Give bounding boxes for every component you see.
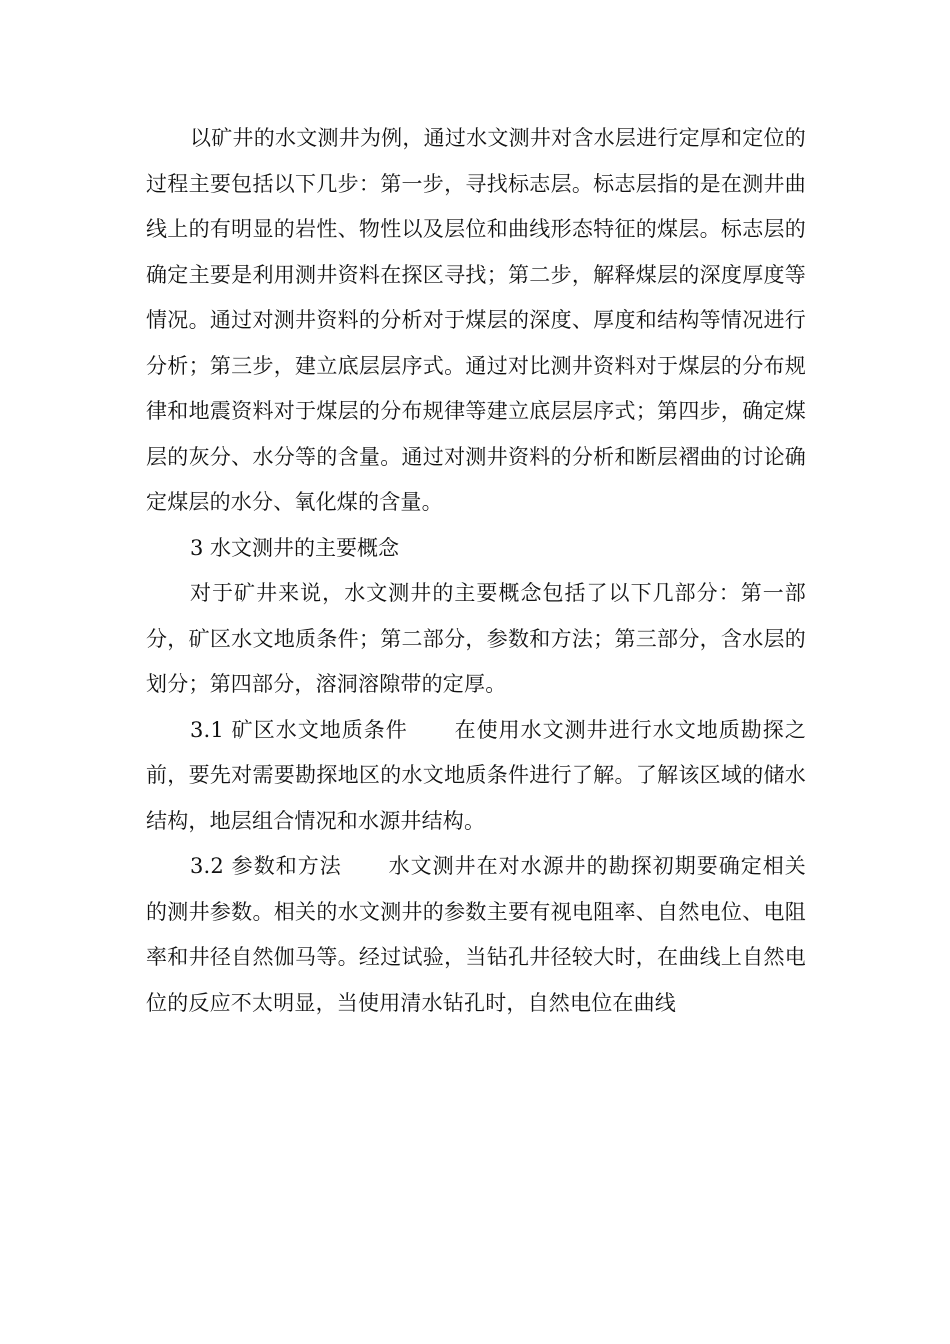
paragraph-well-logging-steps: 以矿井的水文测井为例，通过水文测井对含水层进行定厚和定位的过程主要包括以下几步：第一步，寻找标志层。标志层指的是在测井曲线上的有明显的岩性、物性以及层位和曲线形态特征的煤层。标志层的确定主要是利用测井资料在探区寻找；第二步，解释煤层的深度厚度等情况。通过对测井资料的分析对于煤层的深度、厚度和结构等情况进行分析；第三步，建立底层层序式。通过对比测井资料对于煤层的分布规律和地震资料对于煤层的分布规律等建立底层层序式；第四步，确定煤层的灰分、水分等的含量。通过对测井资料的分析和断层褶曲的讨论确定煤层的水分、氧化煤的含量。 [146,126,806,514]
section-3-2-title: 3.2 参数和方法 [190,854,342,878]
section-3-1-body: 在使用水文测井进行水文地质勘探之前，要先对需要勘探地区的水文地质条件进行了解。了解该区域的储水结构，地层组合情况和水源井结构。 [146,717,806,833]
section-3-2 [146,844,806,1026]
section-3-1-title: 3.1 矿区水文地质条件 [190,717,408,742]
section-3-1 [146,708,806,845]
section-3-2-body: 水文测井在对水源井的勘探初期要确定相关的测井参数。相关的水文测井的参数主要有视电阻率、自然电位、电阻率和井径自然伽马等。经过试验，当钻孔井径较大时，在曲线上自然电位的反应不太明显，当使用清水钻孔时，自然电位在曲线 [146,854,806,1015]
paragraph-main-concepts: 对于矿井来说，水文测井的主要概念包括了以下几部分：第一部分，矿区水文地质条件；第二部分，参数和方法；第三部分，含水层的划分；第四部分，溶洞溶隙带的定厚。 [146,581,806,696]
section-heading-3: 3 水文测井的主要概念 [190,535,400,560]
document-page [146,116,806,1026]
